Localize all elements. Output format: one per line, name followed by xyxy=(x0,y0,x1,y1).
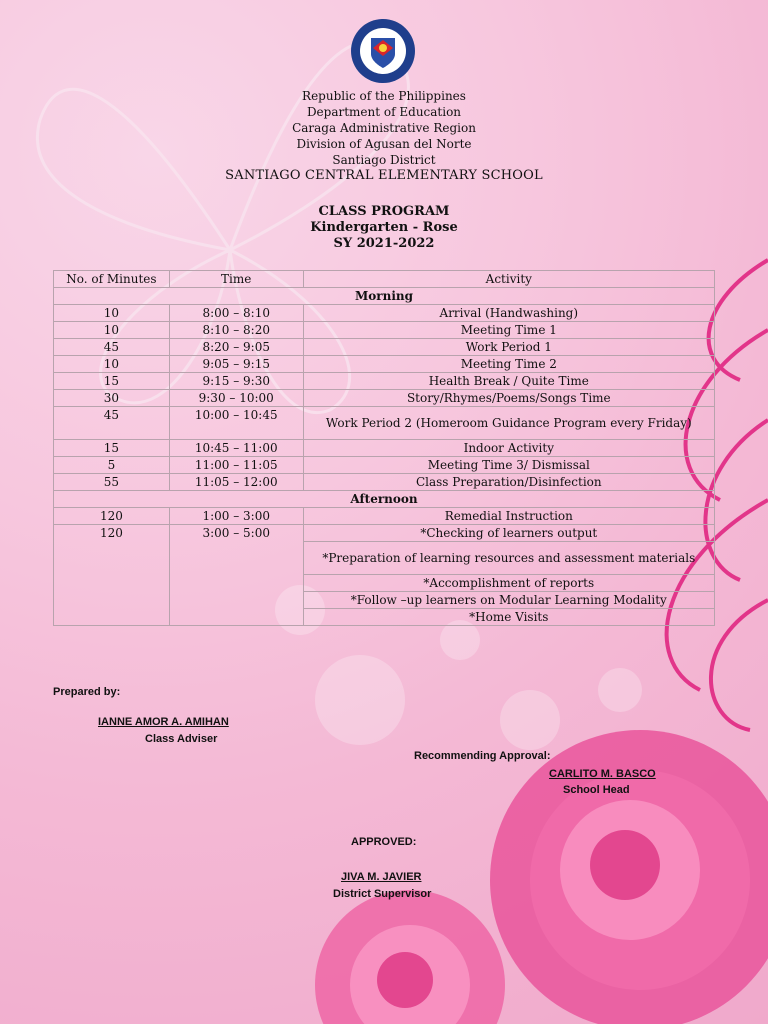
prepared-by-role: Class Adviser xyxy=(145,733,218,745)
recommending-name: CARLITO M. BASCO xyxy=(549,768,656,780)
time-cell: 8:20 – 9:05 xyxy=(169,339,303,356)
activity-cell: Health Break / Quite Time xyxy=(303,373,714,390)
minutes-cell: 45 xyxy=(54,339,170,356)
table-row xyxy=(54,305,715,322)
section-label: Afternoon xyxy=(54,491,715,508)
class-program-table xyxy=(53,270,715,626)
minutes-cell: 45 xyxy=(54,407,170,440)
time-cell: 8:10 – 8:20 xyxy=(169,322,303,339)
minutes-cell: 15 xyxy=(54,373,170,390)
header-line: Santiago District xyxy=(332,153,436,167)
time-cell: 9:30 – 10:00 xyxy=(169,390,303,407)
minutes-cell: 120 xyxy=(54,508,170,525)
minutes-cell: 5 xyxy=(54,457,170,474)
time-cell: 8:00 – 8:10 xyxy=(169,305,303,322)
time-cell: 10:45 – 11:00 xyxy=(169,440,303,457)
table-header-row xyxy=(54,271,715,288)
deped-seal-logo xyxy=(350,18,416,84)
approved-label: APPROVED: xyxy=(351,836,417,848)
time-cell: 11:00 – 11:05 xyxy=(169,457,303,474)
table-row xyxy=(54,508,715,525)
column-header: Activity xyxy=(303,271,714,288)
program-school-year: SY 2021-2022 xyxy=(333,236,435,251)
activity-cell: *Follow –up learners on Modular Learning Modality xyxy=(303,592,714,609)
prepared-by-name: IANNE AMOR A. AMIHAN xyxy=(98,716,229,728)
section-label: Morning xyxy=(54,288,715,305)
activity-cell: *Checking of learners output xyxy=(303,525,714,542)
header-line: Division of Agusan del Norte xyxy=(296,137,472,151)
minutes-cell: 10 xyxy=(54,305,170,322)
header-line: Republic of the Philippines xyxy=(302,89,466,103)
activity-cell: Meeting Time 3/ Dismissal xyxy=(303,457,714,474)
time-cell: 10:00 – 10:45 xyxy=(169,407,303,440)
time-cell: 9:15 – 9:30 xyxy=(169,373,303,390)
minutes-cell: 55 xyxy=(54,474,170,491)
minutes-cell: 10 xyxy=(54,356,170,373)
prepared-by-label: Prepared by: xyxy=(53,686,121,698)
recommending-role: School Head xyxy=(563,784,630,796)
activity-cell: *Accomplishment of reports xyxy=(303,575,714,592)
table-row xyxy=(54,390,715,407)
header-line: Department of Education xyxy=(306,105,462,119)
approved-role: District Supervisor xyxy=(333,888,432,900)
activity-cell: *Home Visits xyxy=(303,609,714,626)
activity-cell: Work Period 2 (Homeroom Guidance Program every Friday) xyxy=(303,407,714,440)
minutes-cell: 15 xyxy=(54,440,170,457)
minutes-cell: 10 xyxy=(54,322,170,339)
table-row xyxy=(54,407,715,440)
table-row xyxy=(54,457,715,474)
table-row xyxy=(54,356,715,373)
activity-cell: Work Period 1 xyxy=(303,339,714,356)
column-header: Time xyxy=(169,271,303,288)
table-row xyxy=(54,322,715,339)
activity-cell: Class Preparation/Disinfection xyxy=(303,474,714,491)
school-name: SANTIAGO CENTRAL ELEMENTARY SCHOOL xyxy=(225,168,543,183)
minutes-cell: 120 xyxy=(54,525,170,626)
time-cell: 11:05 – 12:00 xyxy=(169,474,303,491)
table-row xyxy=(54,525,715,542)
activity-cell: *Preparation of learning resources and assessment materials xyxy=(303,542,714,575)
table-row xyxy=(54,339,715,356)
table-row xyxy=(54,474,715,491)
document-header xyxy=(0,88,768,184)
program-title-block xyxy=(0,204,768,252)
time-cell: 9:05 – 9:15 xyxy=(169,356,303,373)
activity-cell: Meeting Time 1 xyxy=(303,322,714,339)
table-row xyxy=(54,373,715,390)
activity-cell: Story/Rhymes/Poems/Songs Time xyxy=(303,390,714,407)
activity-cell: Indoor Activity xyxy=(303,440,714,457)
header-line: Caraga Administrative Region xyxy=(292,121,476,135)
time-cell: 3:00 – 5:00 xyxy=(169,525,303,626)
section-row-afternoon xyxy=(54,491,715,508)
minutes-cell: 30 xyxy=(54,390,170,407)
activity-cell: Meeting Time 2 xyxy=(303,356,714,373)
column-header: No. of Minutes xyxy=(54,271,170,288)
section-row-morning xyxy=(54,288,715,305)
activity-cell: Remedial Instruction xyxy=(303,508,714,525)
time-cell: 1:00 – 3:00 xyxy=(169,508,303,525)
program-title: CLASS PROGRAM xyxy=(318,204,450,219)
activity-cell: Arrival (Handwashing) xyxy=(303,305,714,322)
program-section: Kindergarten - Rose xyxy=(310,220,458,235)
approved-name: JIVA M. JAVIER xyxy=(341,871,422,883)
recommending-approval-label: Recommending Approval: xyxy=(414,750,551,762)
table-row xyxy=(54,440,715,457)
